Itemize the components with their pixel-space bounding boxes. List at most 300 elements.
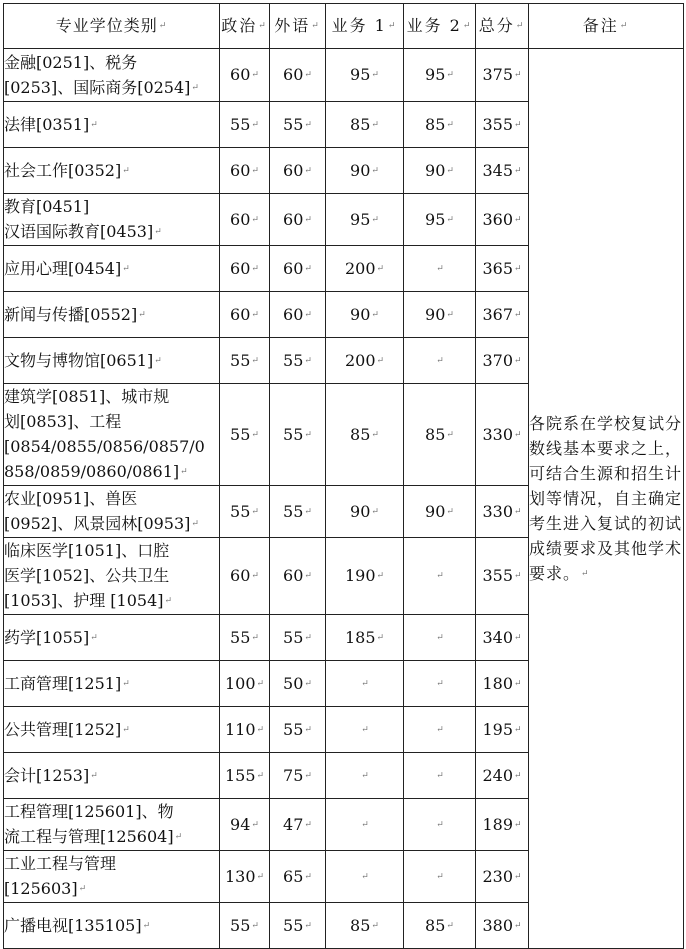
- total-value: 367: [482, 304, 513, 324]
- subject2-value: 85: [425, 424, 446, 444]
- subject1-value: 90: [350, 160, 371, 180]
- total-value: 230: [482, 866, 513, 886]
- paragraph-mark: ↵: [436, 632, 444, 643]
- paragraph-mark: ↵: [251, 632, 259, 643]
- language-cell: [270, 194, 326, 246]
- category-line: [4, 851, 219, 876]
- subject1-cell: [326, 753, 404, 799]
- category-cell: [4, 338, 220, 384]
- subject2-value: 90: [425, 160, 446, 180]
- category-cell: [4, 194, 220, 246]
- total-cell: [476, 292, 529, 338]
- subject1-cell: [326, 538, 404, 615]
- paragraph-mark: ↵: [446, 506, 454, 517]
- paragraph-mark: ↵: [304, 632, 312, 643]
- category-text: 教育[0451]: [4, 197, 90, 216]
- category-text: 金融[0251]、税务: [4, 52, 138, 72]
- subject2-value: 90: [425, 304, 446, 324]
- subject2-value: 95: [425, 65, 446, 84]
- paragraph-mark: ↵: [304, 70, 312, 80]
- paragraph-mark: ↵: [436, 571, 444, 581]
- paragraph-mark: ↵: [251, 119, 259, 130]
- total-value: 375: [482, 65, 513, 84]
- subject1-cell: [326, 338, 404, 384]
- paragraph-mark: ↵: [142, 920, 151, 931]
- category-line: [4, 302, 219, 328]
- category-line: [4, 256, 219, 282]
- paragraph-mark: ↵: [371, 70, 379, 80]
- language-cell: [270, 102, 326, 148]
- category-text: 应用心理[0454]: [4, 258, 122, 278]
- language-value: 60: [283, 304, 304, 324]
- category-cell: [4, 753, 220, 799]
- category-line: [4, 409, 219, 434]
- paragraph-mark: ↵: [154, 355, 162, 366]
- subject2-value: 95: [425, 209, 446, 229]
- paragraph-mark: ↵: [371, 119, 379, 130]
- paragraph-mark: ↵: [256, 871, 265, 882]
- politics-cell: [220, 851, 270, 903]
- paragraph-mark: ↵: [446, 214, 454, 225]
- language-value: 55: [283, 915, 304, 935]
- subject1-cell: [326, 799, 404, 851]
- politics-cell: [220, 384, 270, 486]
- category-line: [4, 876, 219, 902]
- category-line: [4, 112, 219, 138]
- paragraph-mark: ↵: [304, 770, 312, 781]
- language-cell: [270, 49, 326, 102]
- total-value: 195: [482, 719, 513, 739]
- politics-cell: [220, 148, 270, 194]
- category-line: [4, 799, 219, 824]
- language-value: 65: [283, 866, 304, 886]
- politics-value: 60: [230, 209, 251, 229]
- paragraph-mark: ↵: [304, 119, 312, 130]
- category-cell: [4, 292, 220, 338]
- subject1-cell: [326, 384, 404, 486]
- category-text: 划[0853]、工程: [4, 412, 122, 431]
- paragraph-mark: ↵: [164, 596, 173, 606]
- language-cell: [270, 903, 326, 949]
- politics-value: 55: [230, 501, 251, 521]
- category-text: 农业[0951]、兽医: [4, 489, 138, 508]
- paragraph-mark: ↵: [514, 429, 522, 440]
- category-text: 工程管理[125601]、物: [4, 802, 174, 821]
- subject1-value: 90: [350, 501, 371, 521]
- subject1-value: 200: [344, 350, 376, 370]
- paragraph-mark: ↵: [514, 724, 522, 735]
- category-line: [4, 588, 219, 614]
- paragraph-mark: ↵: [514, 355, 522, 366]
- paragraph-mark: ↵: [514, 263, 522, 274]
- politics-cell: [220, 707, 270, 753]
- paragraph-mark: ↵: [256, 770, 265, 781]
- subject1-value: 185: [344, 627, 376, 647]
- paragraph-mark: ↵: [304, 678, 312, 689]
- paragraph-mark: ↵: [304, 819, 312, 830]
- paragraph-mark: ↵: [371, 309, 379, 320]
- total-value: 355: [482, 114, 513, 134]
- subject1-value: 95: [350, 65, 371, 84]
- category-line: [4, 824, 219, 850]
- paragraph-mark: ↵: [514, 571, 522, 581]
- paragraph-mark: ↵: [436, 819, 444, 830]
- total-cell: [476, 246, 529, 292]
- header-note: 备注↵: [529, 4, 684, 49]
- paragraph-mark: ↵: [251, 355, 259, 366]
- language-value: 60: [283, 209, 304, 229]
- header-politics: 政治↵: [220, 4, 270, 49]
- paragraph-mark: ↵: [122, 678, 130, 689]
- header-subject2: 业务 2↵: [404, 4, 476, 49]
- subject2-cell: [404, 661, 476, 707]
- subject1-cell: [326, 486, 404, 538]
- category-text: 公共管理[1252]: [4, 719, 122, 739]
- paragraph-mark: ↵: [436, 355, 444, 366]
- language-value: 60: [283, 65, 304, 84]
- subject1-cell: [326, 292, 404, 338]
- politics-cell: [220, 903, 270, 949]
- total-cell: [476, 148, 529, 194]
- politics-cell: [220, 486, 270, 538]
- category-text: 858/0859/0860/0861]: [4, 462, 180, 481]
- paragraph-mark: ↵: [446, 429, 454, 440]
- category-text: [1053]、护理 [1054]: [4, 591, 164, 610]
- category-text: [0952]、风景园林[0953]: [4, 514, 191, 533]
- language-value: 55: [283, 114, 304, 134]
- language-cell: [270, 615, 326, 661]
- category-text: 会计[1253]: [4, 765, 90, 785]
- language-cell: [270, 799, 326, 851]
- header-row: [4, 4, 684, 49]
- subject1-cell: [326, 661, 404, 707]
- paragraph-mark: ↵: [436, 770, 444, 781]
- subject1-value: 190: [344, 566, 376, 585]
- paragraph-mark: ↵: [376, 571, 385, 581]
- paragraph-mark: ↵: [251, 571, 259, 581]
- paragraph-mark: ↵: [180, 467, 188, 477]
- subject2-cell: [404, 753, 476, 799]
- category-cell: [4, 102, 220, 148]
- language-value: 75: [283, 765, 304, 785]
- paragraph-mark: ↵: [361, 724, 369, 735]
- subject1-cell: [326, 615, 404, 661]
- paragraph-mark: ↵: [514, 920, 522, 931]
- category-cell: [4, 538, 220, 615]
- paragraph-mark: ↵: [514, 119, 522, 130]
- category-cell: [4, 246, 220, 292]
- score-table: [3, 3, 684, 949]
- paragraph-mark: ↵: [154, 227, 162, 237]
- category-cell: [4, 615, 220, 661]
- paragraph-mark: ↵: [90, 119, 98, 130]
- paragraph-mark: ↵: [256, 724, 265, 735]
- total-cell: [476, 615, 529, 661]
- language-value: 55: [283, 719, 304, 739]
- table-row: [4, 49, 684, 102]
- paragraph-mark: ↵: [514, 770, 522, 781]
- paragraph-mark: ↵: [256, 678, 265, 689]
- paragraph-mark: ↵: [251, 70, 259, 80]
- politics-value: 60: [230, 160, 251, 180]
- subject2-cell: [404, 148, 476, 194]
- category-cell: [4, 851, 220, 903]
- category-text: 新闻与传播[0552]: [4, 304, 138, 324]
- total-value: 240: [482, 765, 513, 785]
- politics-cell: [220, 615, 270, 661]
- paragraph-mark: ↵: [514, 506, 522, 517]
- language-cell: [270, 148, 326, 194]
- politics-value: 55: [230, 350, 251, 370]
- category-cell: [4, 486, 220, 538]
- subject1-value: 200: [344, 258, 376, 278]
- subject2-cell: [404, 486, 476, 538]
- paragraph-mark: ↵: [251, 214, 259, 225]
- category-cell: [4, 707, 220, 753]
- paragraph-mark: ↵: [251, 429, 259, 440]
- category-line: [4, 538, 219, 563]
- category-text: 社会工作[0352]: [4, 160, 122, 180]
- paragraph-mark: ↵: [251, 165, 259, 176]
- category-line: [4, 348, 219, 374]
- politics-value: 100: [224, 673, 256, 693]
- paragraph-mark: ↵: [122, 165, 130, 176]
- paragraph-mark: ↵: [446, 70, 454, 80]
- subject2-cell: [404, 338, 476, 384]
- paragraph-mark: ↵: [251, 819, 259, 830]
- category-line: [4, 511, 219, 537]
- category-line: [4, 625, 219, 651]
- category-line: [4, 75, 219, 101]
- subject2-value: 85: [425, 915, 446, 935]
- language-value: 55: [283, 627, 304, 647]
- subject2-cell: [404, 903, 476, 949]
- subject2-cell: [404, 538, 476, 615]
- language-cell: [270, 538, 326, 615]
- total-value: 330: [482, 501, 513, 521]
- header-total: 总分↵: [476, 4, 529, 49]
- politics-cell: [220, 799, 270, 851]
- politics-cell: [220, 292, 270, 338]
- subject1-value: 85: [350, 915, 371, 935]
- politics-value: 60: [230, 65, 251, 84]
- subject2-value: 90: [425, 501, 446, 521]
- paragraph-mark: ↵: [191, 82, 199, 93]
- total-value: 365: [482, 258, 513, 278]
- subject2-cell: [404, 707, 476, 753]
- category-cell: [4, 661, 220, 707]
- category-text: 流工程与管理[125604]: [4, 827, 174, 846]
- category-text: 法律[0351]: [4, 114, 90, 134]
- category-cell: [4, 799, 220, 851]
- language-value: 60: [283, 566, 304, 585]
- header-category: 专业学位类别↵: [4, 4, 220, 49]
- paragraph-mark: ↵: [304, 724, 312, 735]
- language-cell: [270, 661, 326, 707]
- paragraph-mark: ↵: [251, 506, 259, 517]
- paragraph-mark: ↵: [446, 309, 454, 320]
- subject2-cell: [404, 615, 476, 661]
- politics-cell: [220, 49, 270, 102]
- paragraph-mark: ↵: [122, 724, 130, 735]
- category-line: [4, 671, 219, 697]
- paragraph-mark: ↵: [251, 309, 259, 320]
- subject2-cell: [404, 102, 476, 148]
- paragraph-mark: ↵: [371, 165, 379, 176]
- language-value: 55: [283, 501, 304, 521]
- total-value: 180: [482, 673, 513, 693]
- subject2-cell: [404, 246, 476, 292]
- language-cell: [270, 292, 326, 338]
- paragraph-mark: ↵: [304, 571, 312, 581]
- paragraph-mark: ↵: [514, 871, 522, 882]
- subject1-cell: [326, 707, 404, 753]
- paragraph-mark: ↵: [514, 214, 522, 225]
- paragraph-mark: ↵: [304, 506, 312, 517]
- paragraph-mark: ↵: [138, 309, 146, 320]
- category-cell: [4, 148, 220, 194]
- category-line: [4, 459, 219, 485]
- subject2-cell: [404, 49, 476, 102]
- paragraph-mark: ↵: [376, 263, 385, 274]
- paragraph-mark: ↵: [304, 263, 312, 274]
- paragraph-mark: ↵: [90, 770, 98, 781]
- subject1-cell: [326, 148, 404, 194]
- paragraph-mark: ↵: [304, 429, 312, 440]
- paragraph-mark: ↵: [361, 678, 369, 689]
- total-value: 355: [482, 566, 513, 585]
- total-value: 370: [482, 350, 513, 370]
- subject2-cell: [404, 194, 476, 246]
- language-cell: [270, 246, 326, 292]
- category-line: [4, 50, 219, 75]
- total-value: 340: [482, 627, 513, 647]
- paragraph-mark: ↵: [78, 884, 87, 894]
- subject2-cell: [404, 851, 476, 903]
- note-cell: [529, 49, 684, 949]
- paragraph-mark: ↵: [514, 678, 522, 689]
- total-cell: [476, 486, 529, 538]
- paragraph-mark: ↵: [361, 871, 369, 882]
- category-text: 建筑学[0851]、城市规: [4, 387, 170, 406]
- language-cell: [270, 753, 326, 799]
- politics-cell: [220, 538, 270, 615]
- total-cell: [476, 102, 529, 148]
- paragraph-mark: ↵: [304, 309, 312, 320]
- paragraph-mark: ↵: [376, 355, 385, 366]
- total-cell: [476, 194, 529, 246]
- header-language: 外语↵: [270, 4, 326, 49]
- paragraph-mark: ↵: [304, 355, 312, 366]
- subject1-cell: [326, 194, 404, 246]
- politics-value: 55: [230, 627, 251, 647]
- paragraph-mark: ↵: [304, 165, 312, 176]
- paragraph-mark: ↵: [371, 429, 379, 440]
- politics-value: 60: [230, 566, 251, 585]
- paragraph-mark: ↵: [581, 568, 590, 579]
- paragraph-mark: ↵: [446, 920, 454, 931]
- politics-cell: [220, 338, 270, 384]
- paragraph-mark: ↵: [122, 263, 130, 274]
- paragraph-mark: ↵: [514, 70, 522, 80]
- language-value: 55: [283, 350, 304, 370]
- language-value: 60: [283, 160, 304, 180]
- category-line: [4, 563, 219, 588]
- category-text: 工业工程与管理: [4, 854, 117, 873]
- subject1-cell: [326, 49, 404, 102]
- paragraph-mark: ↵: [191, 519, 199, 529]
- paragraph-mark: ↵: [371, 506, 379, 517]
- subject1-value: 95: [350, 209, 371, 229]
- total-cell: [476, 753, 529, 799]
- paragraph-mark: ↵: [436, 678, 444, 689]
- politics-cell: [220, 102, 270, 148]
- total-cell: [476, 707, 529, 753]
- paragraph-mark: ↵: [304, 920, 312, 931]
- language-cell: [270, 486, 326, 538]
- category-text: 汉语国际教育[0453]: [4, 222, 154, 241]
- total-value: 330: [482, 424, 513, 444]
- total-value: 360: [482, 209, 513, 229]
- total-cell: [476, 851, 529, 903]
- politics-value: 55: [230, 915, 251, 935]
- category-text: 药学[1055]: [4, 627, 90, 647]
- paragraph-mark: ↵: [90, 632, 98, 643]
- total-cell: [476, 338, 529, 384]
- category-line: [4, 486, 219, 511]
- total-value: 380: [482, 915, 513, 935]
- paragraph-mark: ↵: [446, 165, 454, 176]
- paragraph-mark: ↵: [361, 770, 369, 781]
- politics-cell: [220, 246, 270, 292]
- politics-value: 55: [230, 114, 251, 134]
- subject1-cell: [326, 903, 404, 949]
- paragraph-mark: ↵: [371, 214, 379, 225]
- paragraph-mark: ↵: [446, 119, 454, 130]
- subject2-cell: [404, 799, 476, 851]
- total-cell: [476, 538, 529, 615]
- category-text: 临床医学[1051]、口腔: [4, 541, 170, 560]
- total-cell: [476, 799, 529, 851]
- note-text: 各院系在学校复试分数线基本要求之上，可结合生源和招生计划等情况，自主确定考生进入复试的初试成绩要求及其他学术要求。: [529, 413, 683, 583]
- paragraph-mark: ↵: [514, 819, 522, 830]
- category-line: [4, 158, 219, 184]
- header-subject1: 业务 1↵: [326, 4, 404, 49]
- category-line: [4, 194, 219, 219]
- paragraph-mark: ↵: [304, 871, 312, 882]
- total-cell: [476, 903, 529, 949]
- paragraph-mark: ↵: [251, 263, 259, 274]
- total-cell: [476, 384, 529, 486]
- language-value: 60: [283, 258, 304, 278]
- politics-value: 60: [230, 258, 251, 278]
- politics-cell: [220, 661, 270, 707]
- language-value: 50: [283, 673, 304, 693]
- paragraph-mark: ↵: [361, 819, 369, 830]
- paragraph-mark: ↵: [371, 920, 379, 931]
- category-text: [0253]、国际商务[0254]: [4, 77, 191, 97]
- politics-value: 94: [230, 814, 251, 834]
- category-text: 广播电视[135105]: [4, 915, 142, 935]
- subject2-cell: [404, 292, 476, 338]
- paragraph-mark: ↵: [174, 832, 183, 842]
- subject1-cell: [326, 851, 404, 903]
- politics-value: 55: [230, 424, 251, 444]
- paragraph-mark: ↵: [251, 920, 259, 931]
- politics-value: 130: [224, 866, 256, 886]
- category-cell: [4, 384, 220, 486]
- category-line: [4, 717, 219, 743]
